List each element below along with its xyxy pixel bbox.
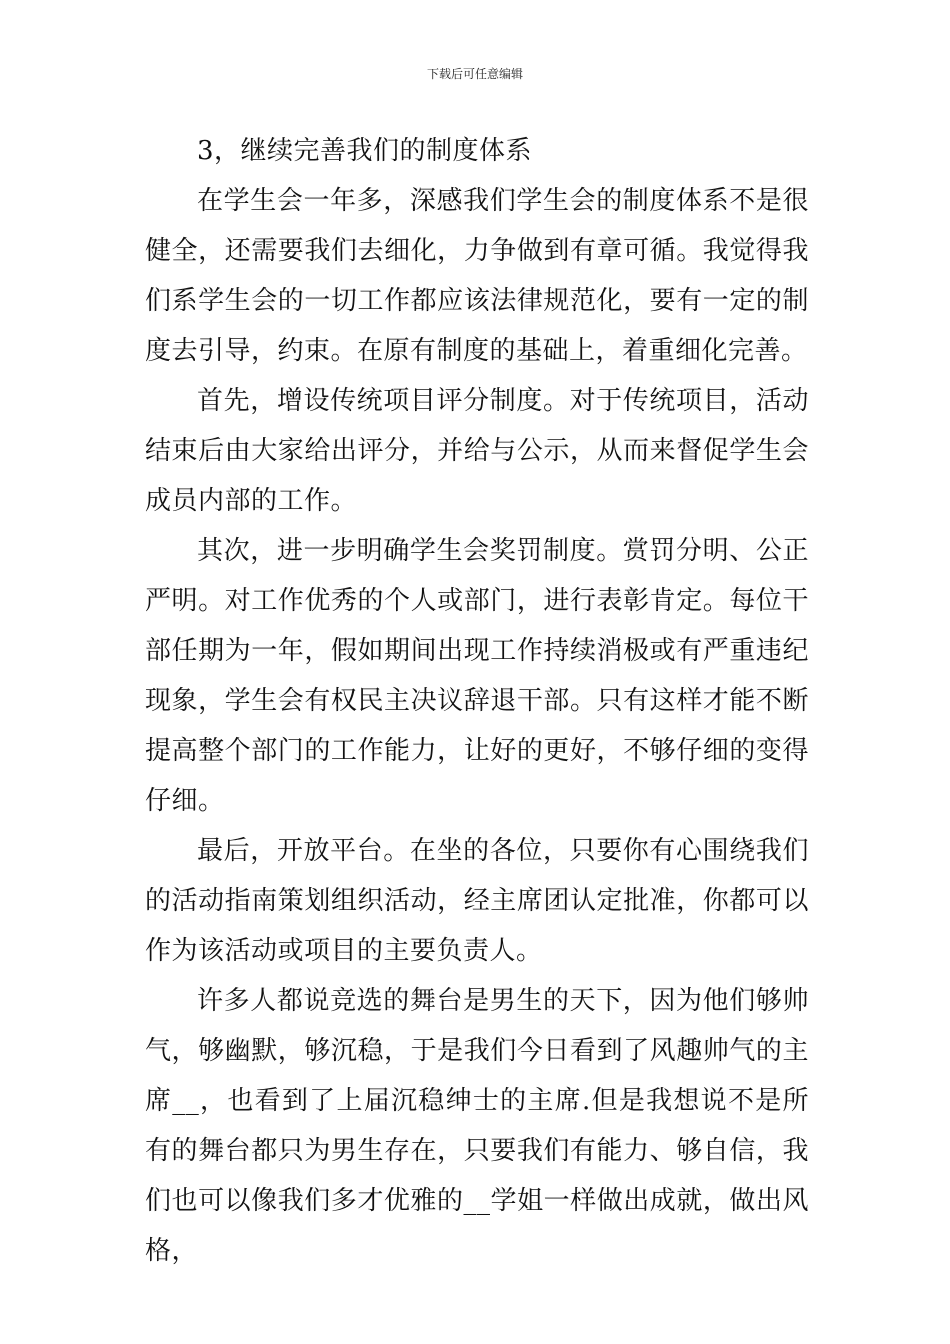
paragraph-1: 在学生会一年多，深感我们学生会的制度体系不是很健全，还需要我们去细化，力争做到有章可循。我觉得我们系学生会的一切工作都应该法律规范化，要有一定的制度去引导，约束。在原有制度的基础上，着重细化完善。 [145, 186, 809, 366]
paragraph-2: 首先，增设传统项目评分制度。对于传统项目，活动结束后由大家给出评分，并给与公示，从而来督促学生会成员内部的工作。 [145, 386, 809, 516]
paragraph-4: 最后，开放平台。在坐的各位，只要你有心围绕我们的活动指南策划组织活动，经主席团认定批准，你都可以作为该活动或项目的主要负责人。 [145, 836, 809, 966]
page-header: 下载后可任意编辑 [426, 67, 523, 81]
section-heading: 3，继续完善我们的制度体系 [197, 136, 533, 166]
paragraph-5: 许多人都说竞选的舞台是男生的天下，因为他们够帅气，够幽默，够沉稳，于是我们今日看到了风趣帅气的主席__，也看到了上届沉稳绅士的主席.但是我想说不是所有的舞台都只为男生存在，只要我们有能力、够自信，我们也可以像我们多才优雅的__学姐一样做出成就，做出风格， [145, 986, 809, 1266]
paragraph-3: 其次，进一步明确学生会奖罚制度。赏罚分明、公正严明。对工作优秀的个人或部门，进行表彰肯定。每位干部任期为一年，假如期间出现工作持续消极或有严重违纪现象，学生会有权民主决议辞退干部。只有这样才能不断提高整个部门的工作能力，让好的更好，不够仔细的变得仔细。 [145, 536, 809, 816]
document-body [145, 126, 809, 1276]
